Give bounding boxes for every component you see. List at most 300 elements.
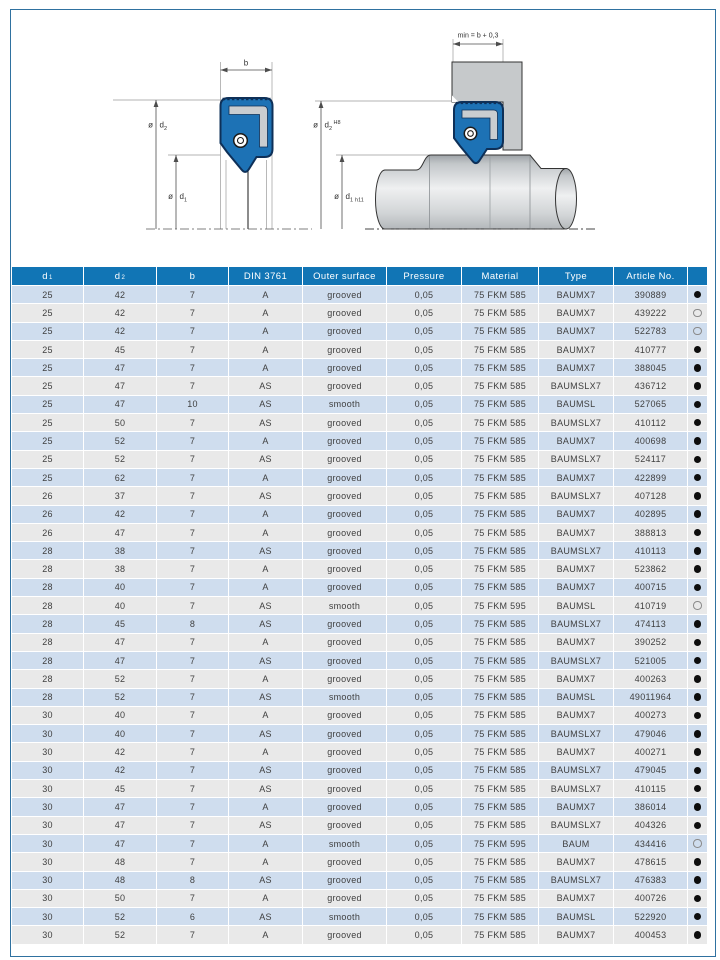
cell-type: BAUMSLX7 xyxy=(539,615,614,633)
filled-dot-icon xyxy=(694,767,702,775)
cell-d2: 40 xyxy=(84,725,157,743)
cell-d2: 38 xyxy=(84,542,157,560)
cell-d2: 48 xyxy=(84,872,157,890)
cell-pressure: 0,05 xyxy=(387,652,462,670)
cell-material: 75 FKM 595 xyxy=(462,597,539,615)
cell-type: BAUMSLX7 xyxy=(539,377,614,395)
table-row xyxy=(12,707,708,725)
cell-d2: 45 xyxy=(84,341,157,359)
cell-material: 75 FKM 585 xyxy=(462,396,539,414)
cell-b: 7 xyxy=(157,890,229,908)
table-row xyxy=(12,542,708,560)
cell-type: BAUMSL xyxy=(539,908,614,926)
cell-din: A xyxy=(229,341,303,359)
cell-type: BAUMX7 xyxy=(539,853,614,871)
cell-surface: grooved xyxy=(303,432,387,450)
cell-pressure: 0,05 xyxy=(387,432,462,450)
cell-b: 7 xyxy=(157,579,229,597)
cell-pressure: 0,05 xyxy=(387,286,462,304)
filled-dot-icon xyxy=(694,675,702,683)
cell-material: 75 FKM 585 xyxy=(462,780,539,798)
cell-material: 75 FKM 585 xyxy=(462,689,539,707)
cell-article: 388045 xyxy=(614,359,688,377)
table-row xyxy=(12,853,708,871)
cell-d2: 45 xyxy=(84,615,157,633)
b-dimension-label: b xyxy=(243,58,249,68)
cell-pressure: 0,05 xyxy=(387,872,462,890)
table-row xyxy=(12,487,708,505)
filled-dot-icon xyxy=(694,913,702,921)
cell-material: 75 FKM 585 xyxy=(462,341,539,359)
cell-type: BAUMSLX7 xyxy=(539,451,614,469)
cell-type: BAUMX7 xyxy=(539,432,614,450)
cell-indicator xyxy=(688,615,708,633)
d1-dimension-label: $d_1$ xyxy=(179,192,188,204)
cell-din: AS xyxy=(229,451,303,469)
seal-technical-drawing xyxy=(10,10,710,260)
cell-surface: grooved xyxy=(303,341,387,359)
table-row xyxy=(12,396,708,414)
table-row xyxy=(12,524,708,542)
cell-indicator xyxy=(688,689,708,707)
cell-article: 410719 xyxy=(614,597,688,615)
cell-d2: 52 xyxy=(84,432,157,450)
cell-surface: grooved xyxy=(303,670,387,688)
cell-din: AS xyxy=(229,762,303,780)
cell-article: 388813 xyxy=(614,524,688,542)
cell-article: 410113 xyxy=(614,542,688,560)
cell-b: 7 xyxy=(157,487,229,505)
table-row xyxy=(12,634,708,652)
cell-b: 7 xyxy=(157,853,229,871)
cell-d2: 52 xyxy=(84,926,157,944)
cell-d1: 28 xyxy=(12,670,84,688)
cell-d2: 47 xyxy=(84,652,157,670)
cell-surface: grooved xyxy=(303,560,387,578)
cell-article: 400726 xyxy=(614,890,688,908)
empty-dot-icon xyxy=(693,309,702,318)
table-body xyxy=(12,286,708,945)
cell-type: BAUMX7 xyxy=(539,560,614,578)
cell-pressure: 0,05 xyxy=(387,597,462,615)
cell-pressure: 0,05 xyxy=(387,506,462,524)
cell-material: 75 FKM 585 xyxy=(462,432,539,450)
cell-article: 479045 xyxy=(614,762,688,780)
cell-article: 478615 xyxy=(614,853,688,871)
column-header-surface: Outer surface xyxy=(303,267,387,286)
cell-indicator xyxy=(688,359,708,377)
cell-din: AS xyxy=(229,780,303,798)
cell-surface: grooved xyxy=(303,487,387,505)
d2-dimension-label: ø xyxy=(148,120,153,130)
cell-indicator xyxy=(688,377,708,395)
cell-material: 75 FKM 585 xyxy=(462,707,539,725)
cell-material: 75 FKM 585 xyxy=(462,286,539,304)
cell-b: 7 xyxy=(157,542,229,560)
cell-d2: 40 xyxy=(84,597,157,615)
cell-din: AS xyxy=(229,817,303,835)
cell-type: BAUMSLX7 xyxy=(539,652,614,670)
table-row xyxy=(12,359,708,377)
cell-material: 75 FKM 585 xyxy=(462,560,539,578)
cell-type: BAUMX7 xyxy=(539,341,614,359)
cell-d1: 25 xyxy=(12,359,84,377)
cell-d2: 50 xyxy=(84,890,157,908)
cell-indicator xyxy=(688,414,708,432)
cell-indicator xyxy=(688,560,708,578)
cell-d2: 47 xyxy=(84,377,157,395)
cell-article: 400453 xyxy=(614,926,688,944)
filled-dot-icon xyxy=(694,529,702,537)
cell-d1: 30 xyxy=(12,780,84,798)
cell-material: 75 FKM 585 xyxy=(462,414,539,432)
column-header-d2: d 2 xyxy=(84,267,157,286)
cell-b: 7 xyxy=(157,670,229,688)
cell-pressure: 0,05 xyxy=(387,560,462,578)
cell-article: 410777 xyxy=(614,341,688,359)
cell-type: BAUMSLX7 xyxy=(539,872,614,890)
cell-pressure: 0,05 xyxy=(387,670,462,688)
cell-din: AS xyxy=(229,414,303,432)
cell-b: 8 xyxy=(157,872,229,890)
cell-din: AS xyxy=(229,872,303,890)
cell-surface: grooved xyxy=(303,542,387,560)
cell-d2: 50 xyxy=(84,414,157,432)
cell-din: AS xyxy=(229,396,303,414)
cell-d1: 30 xyxy=(12,707,84,725)
cell-indicator xyxy=(688,762,708,780)
cell-type: BAUMX7 xyxy=(539,469,614,487)
cell-b: 7 xyxy=(157,377,229,395)
cell-type: BAUMX7 xyxy=(539,634,614,652)
cell-pressure: 0,05 xyxy=(387,615,462,633)
cell-d1: 30 xyxy=(12,853,84,871)
table-row xyxy=(12,304,708,322)
cell-d1: 28 xyxy=(12,560,84,578)
filled-dot-icon xyxy=(694,437,702,445)
cell-article: 523862 xyxy=(614,560,688,578)
table-row xyxy=(12,835,708,853)
cell-pressure: 0,05 xyxy=(387,414,462,432)
cell-d2: 52 xyxy=(84,451,157,469)
cell-article: 410112 xyxy=(614,414,688,432)
column-header-indicator xyxy=(688,267,708,286)
d2-dimension-label: $d_2$ xyxy=(159,120,168,132)
cell-type: BAUMSLX7 xyxy=(539,725,614,743)
table-row xyxy=(12,670,708,688)
cell-type: BAUMSL xyxy=(539,597,614,615)
cell-d1: 26 xyxy=(12,524,84,542)
cell-indicator xyxy=(688,743,708,761)
cell-indicator xyxy=(688,908,708,926)
cell-pressure: 0,05 xyxy=(387,743,462,761)
cell-d2: 47 xyxy=(84,835,157,853)
cell-d2: 47 xyxy=(84,396,157,414)
cell-material: 75 FKM 585 xyxy=(462,890,539,908)
cell-din: AS xyxy=(229,725,303,743)
cell-din: AS xyxy=(229,689,303,707)
seal-specification-table xyxy=(12,267,708,945)
cell-article: 524117 xyxy=(614,451,688,469)
cell-indicator xyxy=(688,597,708,615)
cell-pressure: 0,05 xyxy=(387,304,462,322)
cell-article: 386014 xyxy=(614,798,688,816)
table-row xyxy=(12,908,708,926)
cell-type: BAUMX7 xyxy=(539,579,614,597)
filled-dot-icon xyxy=(694,584,702,592)
cell-surface: smooth xyxy=(303,396,387,414)
cell-indicator xyxy=(688,542,708,560)
cell-surface: grooved xyxy=(303,615,387,633)
cell-surface: grooved xyxy=(303,304,387,322)
cell-d2: 62 xyxy=(84,469,157,487)
cell-article: 400273 xyxy=(614,707,688,725)
column-header-din: DIN 3761 xyxy=(229,267,303,286)
cell-article: 390889 xyxy=(614,286,688,304)
cell-type: BAUMSLX7 xyxy=(539,542,614,560)
filled-dot-icon xyxy=(694,382,702,390)
cell-indicator xyxy=(688,396,708,414)
filled-dot-icon xyxy=(694,547,702,555)
cell-d1: 25 xyxy=(12,414,84,432)
cell-material: 75 FKM 585 xyxy=(462,451,539,469)
table-row xyxy=(12,451,708,469)
cell-b: 7 xyxy=(157,560,229,578)
table-row xyxy=(12,597,708,615)
garter-spring xyxy=(464,127,476,139)
cell-din: A xyxy=(229,506,303,524)
cell-d2: 40 xyxy=(84,707,157,725)
cell-article: 522783 xyxy=(614,323,688,341)
cell-article: 439222 xyxy=(614,304,688,322)
cell-indicator xyxy=(688,652,708,670)
filled-dot-icon xyxy=(694,712,702,720)
cell-article: 49011964 xyxy=(614,689,688,707)
cell-pressure: 0,05 xyxy=(387,341,462,359)
cell-pressure: 0,05 xyxy=(387,707,462,725)
cell-d1: 25 xyxy=(12,396,84,414)
cell-din: A xyxy=(229,743,303,761)
cell-pressure: 0,05 xyxy=(387,853,462,871)
cell-indicator xyxy=(688,835,708,853)
cell-type: BAUMSLX7 xyxy=(539,817,614,835)
cell-pressure: 0,05 xyxy=(387,487,462,505)
cell-d1: 30 xyxy=(12,890,84,908)
cell-surface: grooved xyxy=(303,634,387,652)
cell-d1: 25 xyxy=(12,341,84,359)
cell-b: 7 xyxy=(157,432,229,450)
cell-type: BAUMSLX7 xyxy=(539,487,614,505)
cell-d1: 25 xyxy=(12,323,84,341)
cell-indicator xyxy=(688,853,708,871)
cell-type: BAUMX7 xyxy=(539,743,614,761)
cell-d2: 42 xyxy=(84,743,157,761)
cell-din: A xyxy=(229,707,303,725)
table-row xyxy=(12,890,708,908)
cell-surface: grooved xyxy=(303,524,387,542)
cell-article: 407128 xyxy=(614,487,688,505)
installed-seal-profile xyxy=(454,102,503,163)
cell-type: BAUMX7 xyxy=(539,707,614,725)
cell-din: A xyxy=(229,890,303,908)
cell-indicator xyxy=(688,780,708,798)
cell-d2: 47 xyxy=(84,634,157,652)
cell-surface: grooved xyxy=(303,762,387,780)
cell-d2: 47 xyxy=(84,524,157,542)
cell-article: 400271 xyxy=(614,743,688,761)
cell-b: 7 xyxy=(157,743,229,761)
cell-d1: 30 xyxy=(12,835,84,853)
cell-article: 400263 xyxy=(614,670,688,688)
cell-din: AS xyxy=(229,597,303,615)
cell-d1: 28 xyxy=(12,542,84,560)
table-row xyxy=(12,872,708,890)
shaft xyxy=(376,155,577,229)
table-row xyxy=(12,615,708,633)
filled-dot-icon xyxy=(694,931,702,939)
cell-d2: 37 xyxy=(84,487,157,505)
cell-article: 476383 xyxy=(614,872,688,890)
cell-type: BAUMX7 xyxy=(539,506,614,524)
cell-material: 75 FKM 585 xyxy=(462,817,539,835)
cell-surface: grooved xyxy=(303,359,387,377)
cell-b: 7 xyxy=(157,414,229,432)
cell-b: 7 xyxy=(157,798,229,816)
cell-din: A xyxy=(229,670,303,688)
cell-b: 7 xyxy=(157,762,229,780)
cell-pressure: 0,05 xyxy=(387,817,462,835)
cell-b: 7 xyxy=(157,926,229,944)
cell-material: 75 FKM 585 xyxy=(462,359,539,377)
cell-type: BAUMX7 xyxy=(539,890,614,908)
cell-material: 75 FKM 585 xyxy=(462,323,539,341)
cell-type: BAUMX7 xyxy=(539,524,614,542)
table-row xyxy=(12,817,708,835)
cell-surface: grooved xyxy=(303,377,387,395)
cell-article: 434416 xyxy=(614,835,688,853)
cell-d2: 40 xyxy=(84,579,157,597)
cell-d1: 28 xyxy=(12,634,84,652)
cell-surface: grooved xyxy=(303,780,387,798)
cell-pressure: 0,05 xyxy=(387,689,462,707)
cell-article: 479046 xyxy=(614,725,688,743)
cell-b: 7 xyxy=(157,341,229,359)
filled-dot-icon xyxy=(694,822,702,830)
cell-b: 7 xyxy=(157,286,229,304)
cell-material: 75 FKM 585 xyxy=(462,762,539,780)
cell-b: 7 xyxy=(157,323,229,341)
cell-d1: 28 xyxy=(12,579,84,597)
cell-pressure: 0,05 xyxy=(387,890,462,908)
cell-d1: 25 xyxy=(12,432,84,450)
cell-din: A xyxy=(229,560,303,578)
cell-b: 7 xyxy=(157,725,229,743)
cell-material: 75 FKM 585 xyxy=(462,377,539,395)
cell-surface: grooved xyxy=(303,286,387,304)
cell-d2: 47 xyxy=(84,798,157,816)
cell-pressure: 0,05 xyxy=(387,524,462,542)
cell-d2: 42 xyxy=(84,506,157,524)
cell-d1: 25 xyxy=(12,304,84,322)
cell-type: BAUMX7 xyxy=(539,304,614,322)
cell-surface: grooved xyxy=(303,451,387,469)
cell-indicator xyxy=(688,707,708,725)
cell-article: 400715 xyxy=(614,579,688,597)
cell-b: 7 xyxy=(157,469,229,487)
cell-din: A xyxy=(229,926,303,944)
cell-material: 75 FKM 595 xyxy=(462,835,539,853)
cell-d1: 28 xyxy=(12,615,84,633)
cell-d2: 52 xyxy=(84,689,157,707)
cell-pressure: 0,05 xyxy=(387,835,462,853)
cell-article: 474113 xyxy=(614,615,688,633)
cell-article: 402895 xyxy=(614,506,688,524)
cell-din: A xyxy=(229,835,303,853)
table-row xyxy=(12,579,708,597)
table-row xyxy=(12,780,708,798)
cell-indicator xyxy=(688,670,708,688)
cell-pressure: 0,05 xyxy=(387,579,462,597)
cell-b: 7 xyxy=(157,817,229,835)
empty-dot-icon xyxy=(693,327,702,336)
cell-pressure: 0,05 xyxy=(387,542,462,560)
filled-dot-icon xyxy=(694,474,702,482)
filled-dot-icon xyxy=(694,858,702,866)
cell-indicator xyxy=(688,926,708,944)
seal-cross-section-diagram xyxy=(113,59,312,230)
filled-dot-icon xyxy=(694,657,702,665)
cell-d1: 30 xyxy=(12,817,84,835)
cell-b: 8 xyxy=(157,615,229,633)
cell-pressure: 0,05 xyxy=(387,377,462,395)
filled-dot-icon xyxy=(694,803,702,811)
cell-d2: 52 xyxy=(84,670,157,688)
bore-d2-dimension-label: ø xyxy=(313,120,318,130)
shaft-end-face xyxy=(556,169,577,230)
filled-dot-icon xyxy=(694,565,702,573)
cell-surface: grooved xyxy=(303,323,387,341)
filled-dot-icon xyxy=(694,456,702,464)
cell-surface: grooved xyxy=(303,872,387,890)
cell-indicator xyxy=(688,798,708,816)
cell-pressure: 0,05 xyxy=(387,798,462,816)
cell-d1: 25 xyxy=(12,286,84,304)
cell-d2: 42 xyxy=(84,304,157,322)
cell-d1: 25 xyxy=(12,451,84,469)
cell-d1: 30 xyxy=(12,762,84,780)
table-row xyxy=(12,560,708,578)
column-header-material: Material xyxy=(462,267,539,286)
table-row xyxy=(12,432,708,450)
installed-seal-diagram xyxy=(313,33,595,230)
cell-pressure: 0,05 xyxy=(387,725,462,743)
cell-pressure: 0,05 xyxy=(387,451,462,469)
cell-material: 75 FKM 585 xyxy=(462,487,539,505)
table-row xyxy=(12,286,708,304)
cell-article: 404326 xyxy=(614,817,688,835)
cell-surface: grooved xyxy=(303,817,387,835)
cell-material: 75 FKM 585 xyxy=(462,853,539,871)
cell-indicator xyxy=(688,469,708,487)
cell-b: 7 xyxy=(157,689,229,707)
cell-type: BAUMSLX7 xyxy=(539,780,614,798)
cell-article: 436712 xyxy=(614,377,688,395)
cell-material: 75 FKM 585 xyxy=(462,926,539,944)
cell-surface: grooved xyxy=(303,707,387,725)
cell-din: AS xyxy=(229,377,303,395)
cell-material: 75 FKM 585 xyxy=(462,670,539,688)
cell-surface: smooth xyxy=(303,689,387,707)
